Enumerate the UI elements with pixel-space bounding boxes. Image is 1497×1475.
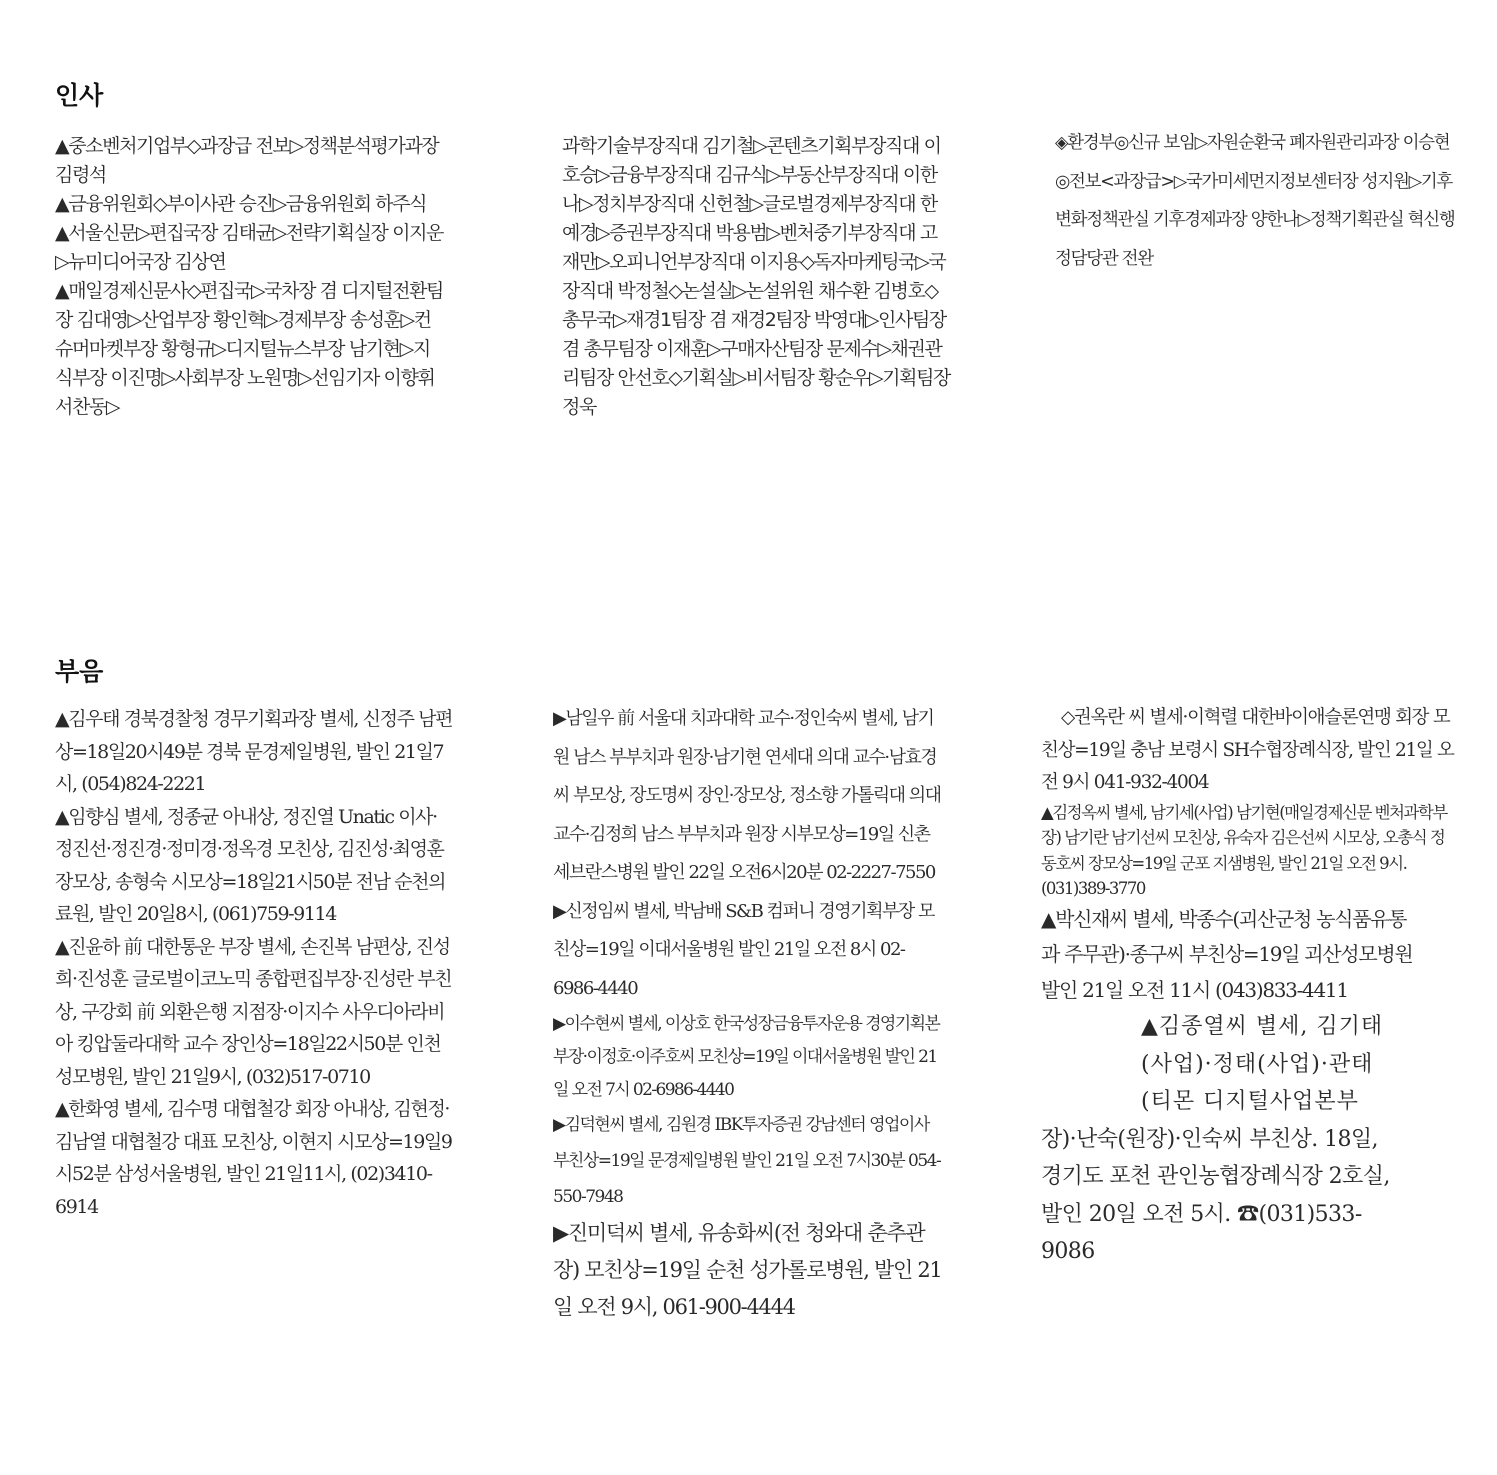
insa-entry: ▲매일경제신문사◇편집국▷국차장 겸 디지털전환팀장 김대영▷산업부장 황인혁▷경제부장 송성훈▷컨슈머마켓부장 황형규▷디지털뉴스부장 남기현▷지식부장 이진명▷사회부장 노원명▷선임기자 이향휘 서찬동▷ [55,280,443,418]
insa-entry: ▲금융위원회◇부이사관 승진▷금융위원회 하주식 [55,193,427,215]
obituary-entry: ▶이수현씨 별세, 이상호 한국성장금융투자운용 경영기획본부장·이정호·이주호씨 모친상=19일 이대서울병원 발인 21일 오전 7시 02-6986-4440 [553,1014,940,1100]
bueum-section-title: 부음 [55,657,104,686]
insa-entry: ▲중소벤처기업부◇과장급 전보▷정책분석평가과장 김령석 [55,135,439,186]
insa-column-3 [1055,124,1455,278]
bueum-column-2 [553,700,945,1326]
obituary-entry: ▶남일우 前 서울대 치과대학 교수·정인숙씨 별세, 남기원 남스 부부치과 원장·남기현 연세대 의대 교수·남효경씨 부모상, 장도명씨 장인·장모상, 정소향 가톨릭대 의대 교수·김정희 남스 부부치과 원장 시부모상=19일 신촌세브란스병원 발인 22일 오전6시20분 02-2227-7550 [553,708,941,883]
obituary-entry: ▶김덕현씨 별세, 김원경 IBK투자증권 강남센터 영업이사 부친상=19일 문경제일병원 발인 21일 오전 7시30분 054-550-7948 [553,1115,941,1207]
bueum-column-3 [1041,702,1456,1271]
obituary-entry: ▲진윤하 前 대한통운 부장 별세, 손진복 남편상, 진성희·진성훈 글로벌이코노믹 종합편집부장·진성란 부친상, 구강회 前 외환은행 지점장·이지수 사우디아라비아 킹압둘라대학 교수 장인상=18일22시50분 인천성모병원, 발인 21일9시, (032)517-0710 [55,935,452,1088]
bueum-column-1 [55,703,453,1223]
insa-column-2 [562,132,952,422]
insa-entry: 과학기술부장직대 김기철▷콘텐츠기획부장직대 이호승▷금융부장직대 김규식▷부동산부장직대 이한나▷정치부장직대 신헌철▷글로벌경제부장직대 한예경▷증권부장직대 박용범▷벤처중기부장직대 고재만▷오피니언부장직대 이지용◇독자마케팅국▷국장직대 박정철◇논설실▷논설위원 채수환 김병호◇총무국▷재경1팀장 겸 재경2팀장 박영대▷인사팀장 겸 총무팀장 이재훈▷구매자산팀장 문제수▷채권관리팀장 안선호◇기획실▷비서팀장 황순우▷기획팀장 정욱 [562,135,950,418]
obituary-entry: 장)·난숙(원장)·인숙씨 부친상. 18일, 경기도 포천 관인농협장례식장 2호실, 발인 20일 오전 5시. ☎(031)533-9086 [1041,1126,1390,1264]
insa-entry: ▲서울신문▷편집국장 김태균▷전략기획실장 이지운▷뉴미디어국장 김상연 [55,222,443,273]
obituary-entry: ◇권옥란 씨 별세·이혁렬 대한바이애슬론연맹 회장 모친상=19일 충남 보령시 SH수협장례식장, 발인 21일 오전 9시 041-932-4004 [1041,707,1454,793]
obituary-entry: ▶진미덕씨 별세, 유송화씨(전 청와대 춘추관장) 모친상=19일 순천 성가롤로병원, 발인 21일 오전 9시, 061-900-4444 [553,1221,942,1319]
obituary-entry: ▲박신재씨 별세, 박종수(괴산군청 농식품유통과 주무관)·종구씨 부친상=19일 괴산성모병원 발인 21일 오전 11시 (043)833-4411 [1041,906,1413,1002]
insa-entry: ◈환경부◎신규 보임▷자원순환국 폐자원관리과장 이승현◎전보<과장급>▷국가미세먼지정보센터장 성지원▷기후변화정책관실 기후경제과장 양한나▷정책기획관실 혁신행정담당관 전완 [1055,133,1455,269]
obituary-entry: ▲한화영 별세, 김수명 대협철강 회장 아내상, 김현정·김남열 대협철강 대표 모친상, 이현지 시모상=19일9시52분 삼성서울병원, 발인 21일11시, (02)3410-6914 [55,1098,452,1218]
obituary-entry: ▲김우태 경북경찰청 경무기획과장 별세, 신정주 남편상=18일20시49분 경북 문경제일병원, 발인 21일7시, (054)824-2221 [55,708,453,795]
obituary-entry: ▶신정임씨 별세, 박남배 S&B 컴퍼니 경영기획부장 모친상=19일 이대서울병원 발인 21일 오전 8시 02-6986-4440 [553,900,934,999]
obituary-entry: ▲임향심 별세, 정종균 아내상, 정진열 Unatic 이사·정진선·정진경·정미경·정옥경 모친상, 김진성·최영훈 장모상, 송형숙 시모상=18일21시50분 전남 순천의료원, 발인 20일8시, (061)759-9114 [55,805,446,925]
obituary-entry: ▲김정옥씨 별세, 남기세(사업) 남기현(매일경제신문 벤처과학부장) 남기란 남기선씨 모친상, 유숙자 김은선씨 시모상, 오총식 정동호씨 장모상=19일 군포 지샘병원, 발인 21일 오전 9시. (031)389-3770 [1041,802,1447,898]
insa-column-1 [55,132,445,422]
insa-section-title: 인사 [55,81,104,110]
obituary-entry: ▲김종열씨 별세, 김기태(사업)·정태(사업)·관태(티몬 디지털사업본부 [1141,1014,1384,1114]
